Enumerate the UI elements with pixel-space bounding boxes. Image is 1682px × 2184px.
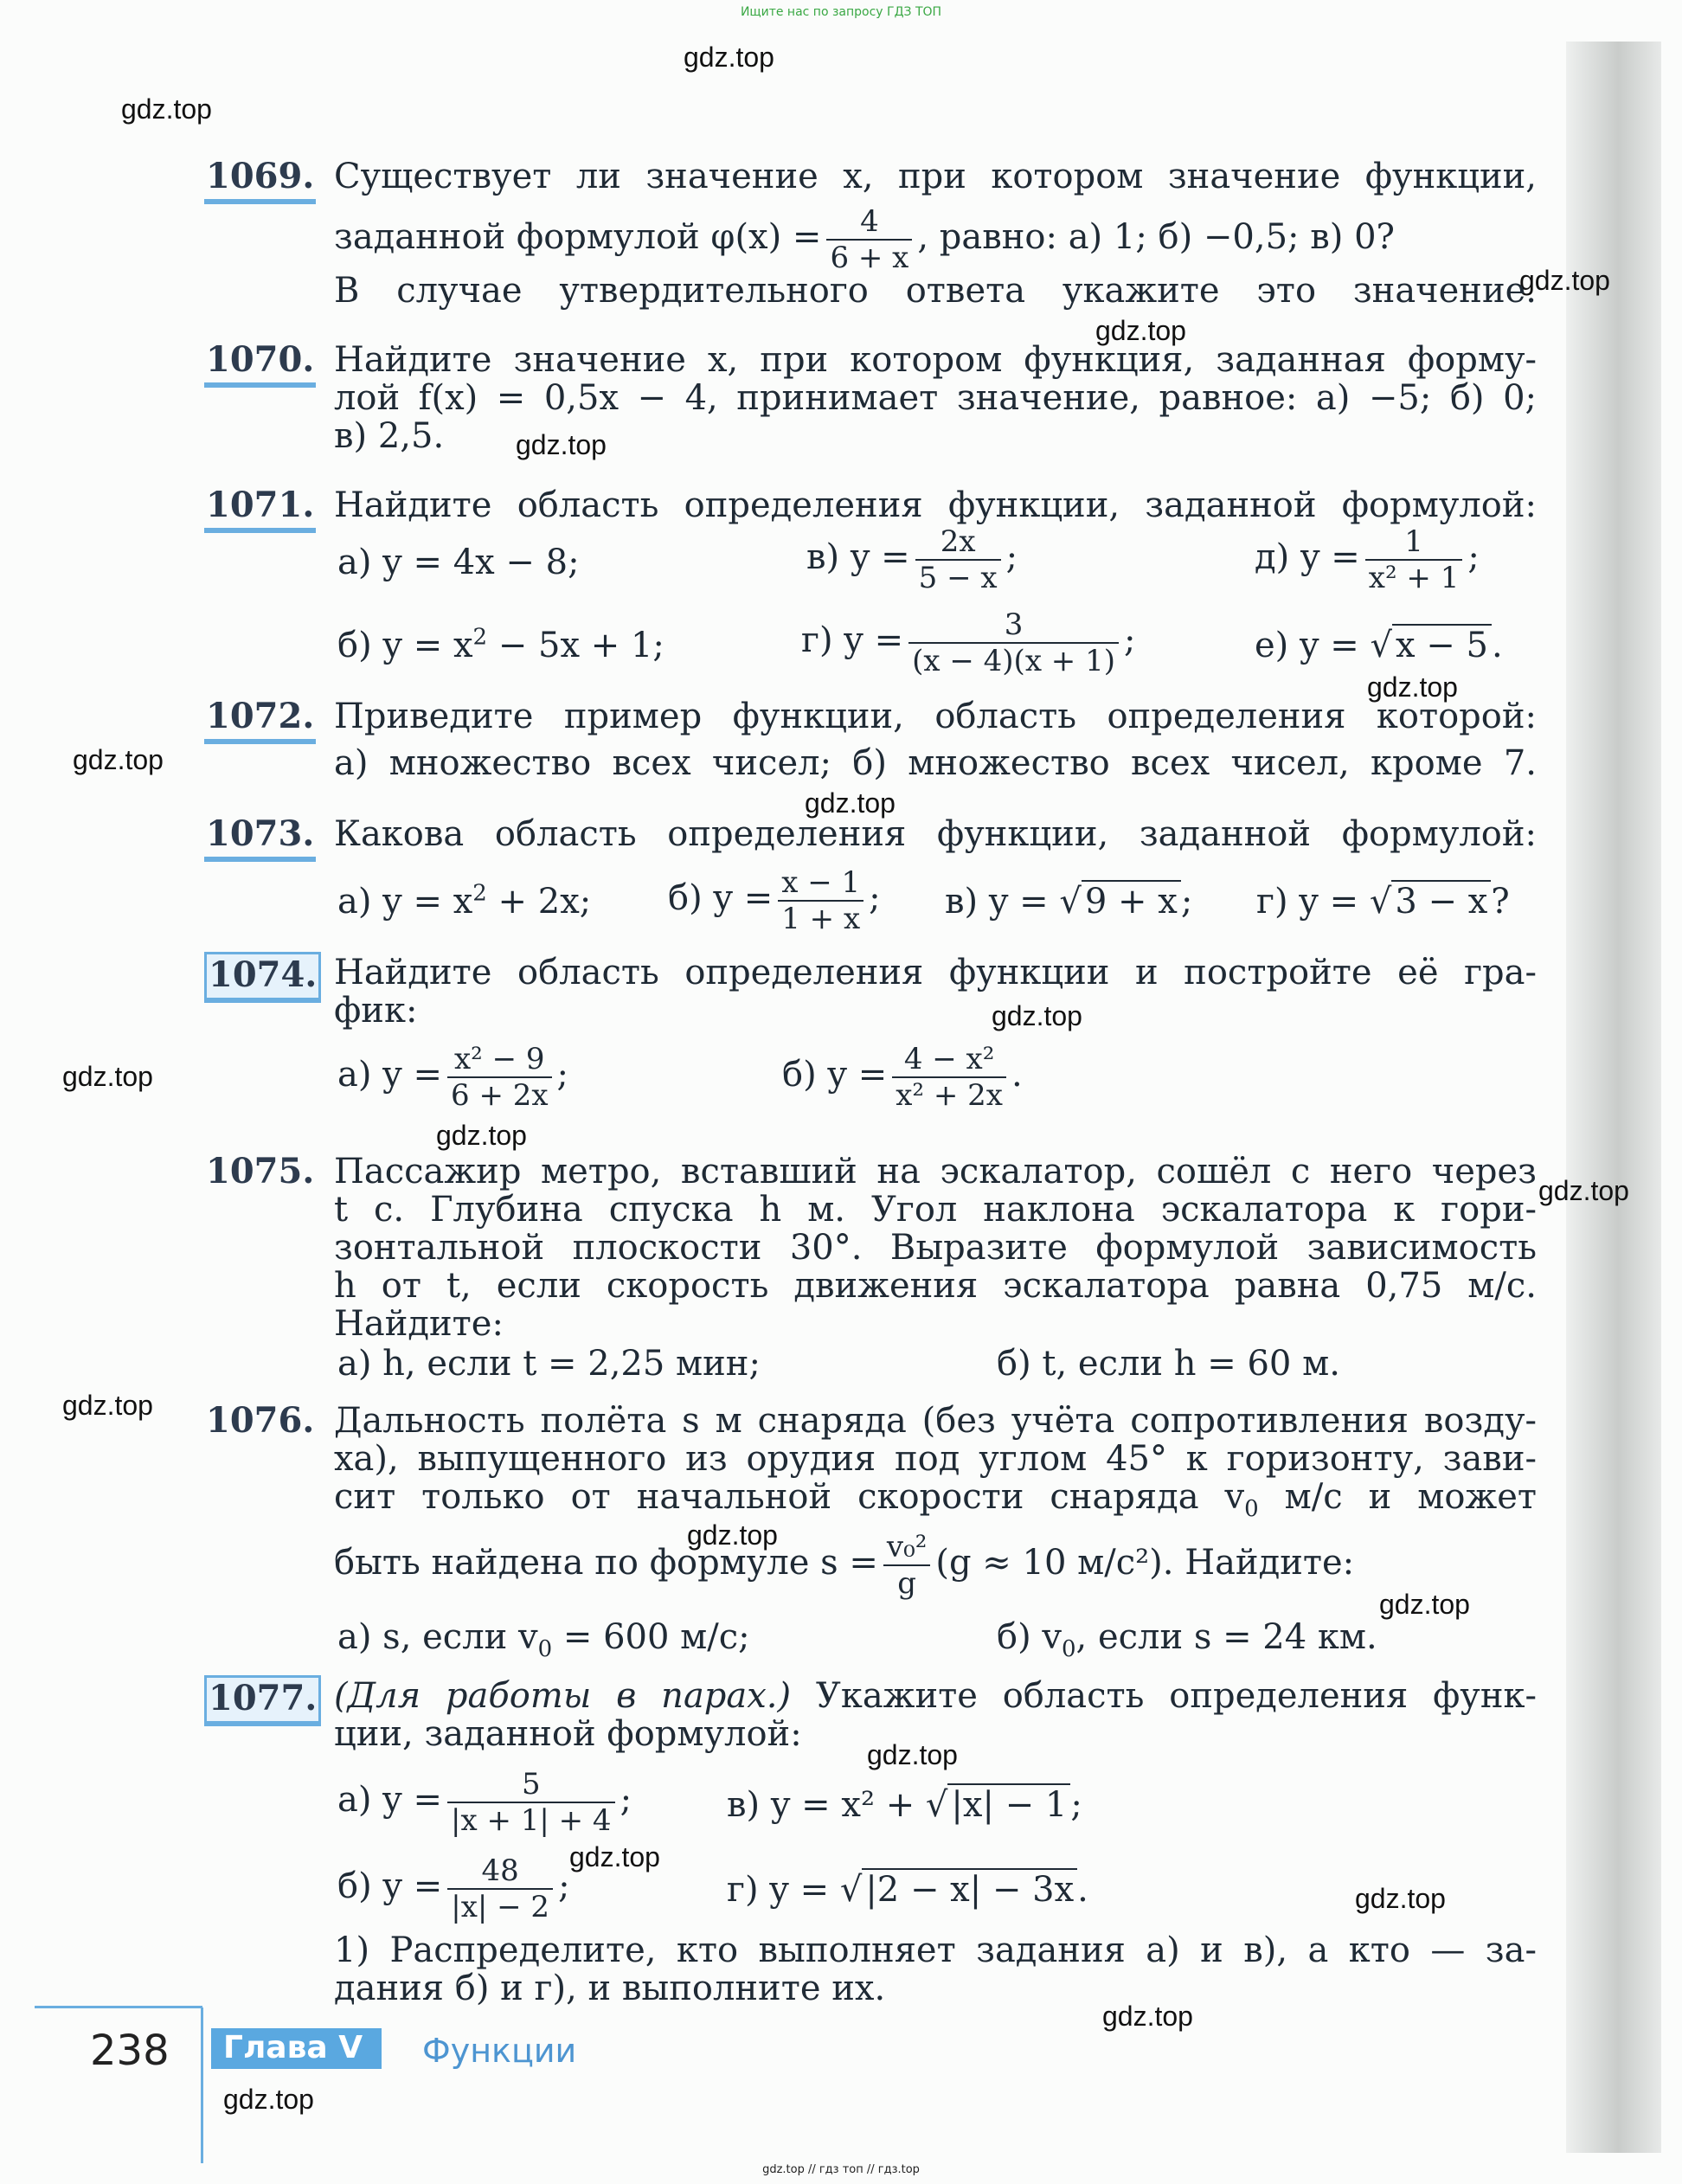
problem-text: t с. Глубина спуска h м. Угол наклона эскалатора к гори-	[334, 1190, 1537, 1230]
problem-text: Найдите область определения функции и постройте её гра-	[334, 953, 1537, 992]
watermark: gdz.top	[436, 1120, 527, 1151]
formula-b: б) y = $\frac{x - 1}{1 + x}$ ;	[668, 865, 881, 936]
formula-g: г) y = $\frac{3}{(x - 4)(x + 1)}$ ;	[801, 607, 1136, 678]
problem-number: 1071.	[204, 485, 316, 533]
problem-text: h от t, если скорость движения эскалатора равна 0,75 м/с.	[334, 1266, 1537, 1306]
problem-text: Приведите пример функции, область определения которой:	[334, 697, 1537, 736]
watermark: gdz.top	[687, 1519, 778, 1551]
problem-text: В случае утвердительного ответа укажите это значение.	[334, 271, 1537, 311]
task-text: дания б) и г), и выполните их.	[334, 1969, 886, 2008]
watermark: gdz.top	[1519, 265, 1610, 296]
watermark: gdz.top	[1367, 671, 1458, 703]
problem-text: лой f(x) = 0,5x − 4, принимает значение, равное: а) −5; б) 0;	[334, 378, 1537, 418]
problem-text: а) множество всех чисел; б) множество всех чисел, кроме 7.	[334, 743, 1537, 783]
watermark: gdz.top	[1102, 2001, 1193, 2032]
formula-g: г) y = √ |2 − x| − 3x .	[727, 1870, 1088, 1910]
problem-number: 1077.	[204, 1675, 321, 1726]
problem-number: 1069.	[204, 156, 316, 204]
problem-text: заданной формулой φ(x) = $\frac{4}{6 + x}$ , равно: а) 1; б) −0,5; в) 0?	[334, 204, 1395, 275]
problem-text: Какова область определения функции, заданной формулой:	[334, 814, 1537, 854]
problem-text: фик:	[334, 991, 418, 1031]
watermark: gdz.top	[1355, 1883, 1446, 1914]
problem-number: 1070.	[204, 339, 316, 388]
watermark: gdz.top	[1379, 1589, 1470, 1620]
watermark: gdz.top	[867, 1739, 958, 1770]
watermark: gdz.top	[1095, 315, 1186, 346]
watermark: gdz.top	[73, 744, 164, 775]
watermark: gdz.top	[62, 1390, 153, 1421]
chapter-title: Функции	[422, 2032, 577, 2070]
item-b: б) $v_0$, если s = 24 км.	[997, 1617, 1377, 1662]
top-caption: Ищите нас по запросу ГДЗ ТОП	[740, 5, 942, 19]
problem-number: 1075.	[206, 1151, 315, 1192]
formula-a: а) y = 4x − 8;	[337, 543, 580, 582]
formula-v: в) y = √ 9 + x ;	[945, 882, 1193, 922]
page-number: 238	[90, 2027, 170, 2075]
watermark: gdz.top	[569, 1841, 660, 1872]
formula-b: б) $y = x^2 - 5x + 1$;	[337, 624, 664, 665]
problem-text: Найдите значение x, при котором функция, заданная форму-	[334, 340, 1537, 380]
problem-text: ции, заданной формулой:	[334, 1714, 802, 1754]
problem-text: в) 2,5.	[334, 416, 445, 456]
watermark: gdz.top	[121, 93, 212, 125]
formula-v: в) y = $\frac{2x}{5 - x}$ ;	[806, 524, 1018, 595]
problem-text: Дальность полёта s м снаряда (без учёта сопротивления возду-	[334, 1401, 1537, 1441]
problem-text: сит только от начальной скорости снаряда $v_0$ м/с и может	[334, 1477, 1537, 1522]
problem-text: Пассажир метро, вставший на эскалатор, сошёл с него через	[334, 1152, 1537, 1192]
formula-a: а) $y = x^2 + 2x$;	[337, 880, 592, 922]
watermark: gdz.top	[223, 2084, 314, 2115]
problem-text: Найдите область определения функции, заданной формулой:	[334, 485, 1537, 525]
problem-text: (Для работы в парах.) Укажите область определения функ-	[334, 1676, 1537, 1716]
watermark: gdz.top	[992, 1000, 1082, 1031]
problem-text: зонтальной плоскости 30°. Выразите формулой зависимость	[334, 1228, 1537, 1268]
watermark: gdz.top	[1538, 1175, 1629, 1206]
watermark: gdz.top	[516, 429, 607, 460]
problem-number: 1074.	[204, 952, 321, 1003]
item-b: б) t, если h = 60 м.	[997, 1344, 1340, 1384]
formula-a: а) y = $\frac{5}{|x + 1| + 4}$ ;	[337, 1767, 632, 1838]
footer-divider	[201, 2007, 203, 2163]
task-text: 1) Распределите, кто выполняет задания а) и в), а кто — за-	[334, 1930, 1537, 1970]
formula-v: в) y = x² + √ |x| − 1 ;	[727, 1785, 1082, 1825]
formula-e: е) y = √ x − 5 .	[1255, 626, 1503, 665]
watermark: gdz.top	[62, 1061, 153, 1092]
footer-rule	[35, 2006, 202, 2008]
problem-text: ха), выпущенного из орудия под углом 45° к горизонту, зави-	[334, 1439, 1537, 1479]
formula-b: б) y = $\frac{\text{4 − x²}}{\text{x² + 2x}}$ .	[782, 1042, 1023, 1113]
problem-number: 1072.	[204, 696, 316, 744]
chapter-badge: Глава V	[211, 2028, 382, 2069]
formula-d: д) y = $\frac{1}{\text{x² + 1}}$ ;	[1255, 524, 1480, 595]
problem-number: 1076.	[206, 1400, 315, 1441]
problem-text: Существует ли значение x, при котором значение функции,	[334, 157, 1537, 196]
page-edge-shadow	[1566, 42, 1661, 2153]
watermark: gdz.top	[805, 787, 896, 819]
formula-a: а) y = $\frac{\text{x² − 9}}{6 + 2x}$ ;	[337, 1042, 569, 1113]
bottom-caption: gdz.top // гдз топ // гдз.top	[762, 2163, 920, 2176]
item-a: а) h, если t = 2,25 мин;	[337, 1344, 761, 1384]
problem-number: 1073.	[204, 813, 316, 862]
formula-b: б) y = $\frac{48}{|x| - 2}$ ;	[337, 1853, 570, 1924]
problem-text: быть найдена по формуле s = $\frac{\text{v₀²}}{g}$ (g ≈ 10 м/с²). Найдите:	[334, 1530, 1355, 1601]
watermark: gdz.top	[684, 42, 774, 73]
formula-g: г) y = √ 3 − x ?	[1256, 882, 1510, 922]
item-a: а) s, если $v_0 = 600$ м/с;	[337, 1617, 750, 1662]
problem-text: Найдите:	[334, 1304, 504, 1344]
